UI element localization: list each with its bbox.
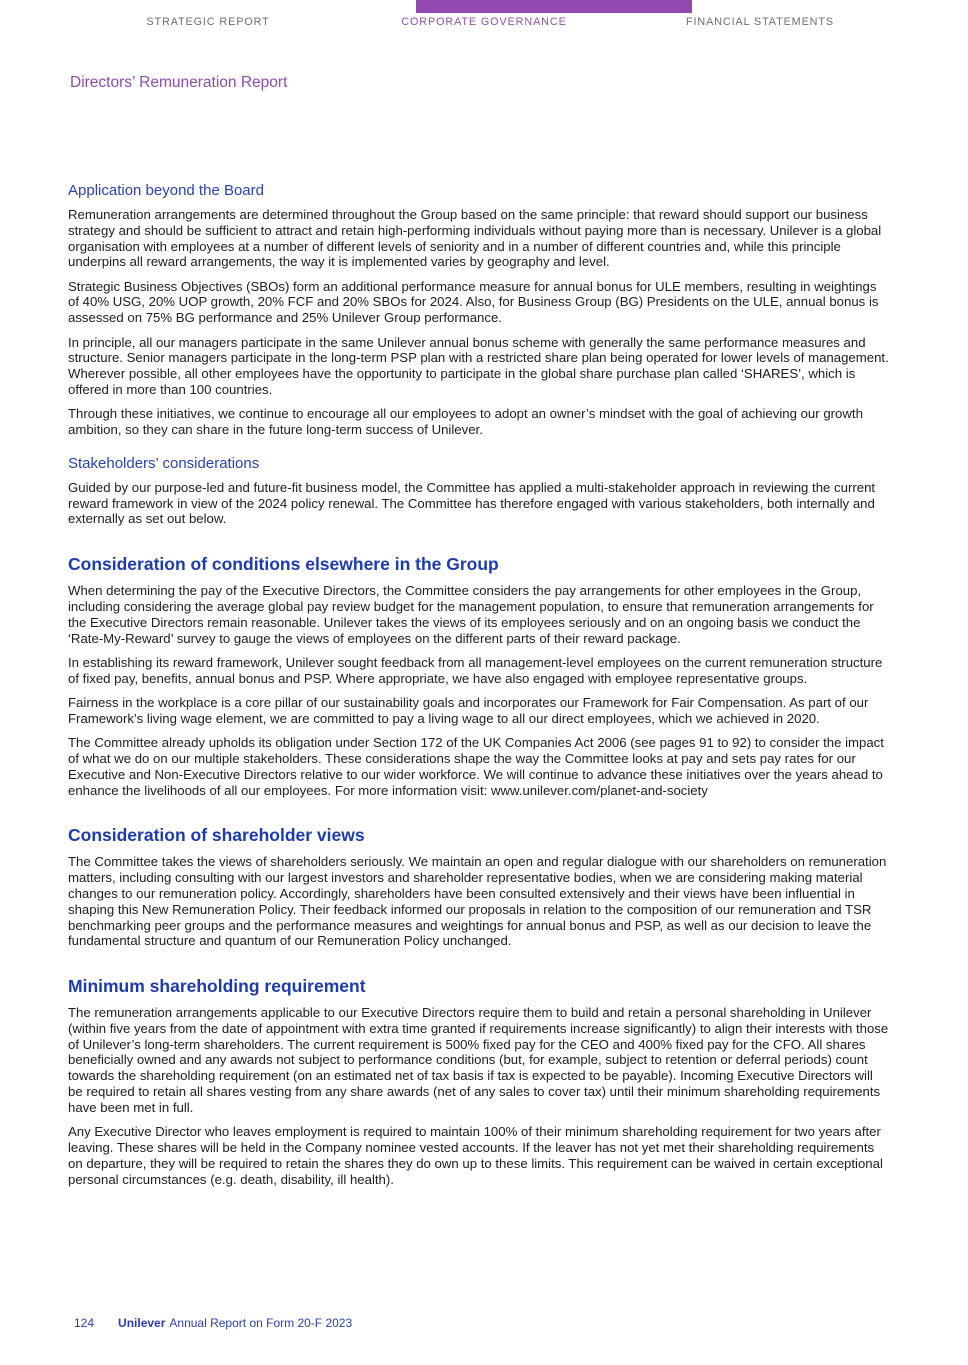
paragraph: Any Executive Director who leaves employment is required to maintain 100% of their minimum shareholding requirement for two years after leaving. These shares will be held in the Company nominee vested accounts. If the leaver has not yet met their shareholding requirements on departure, they will be required to retain the shares they do own up to these limits. This requirement can be waived in certain exceptional personal circumstances (e.g. death, disability, ill health). [68, 1124, 883, 1187]
section-heading: Stakeholders’ considerations [68, 454, 260, 472]
paragraph: Through these initiatives, we continue to encourage all our employees to adopt an owner’s mindset with the goal of achieving our growth ambition, so they can share in the future long-term success of Unilever. [68, 406, 863, 438]
active-tab-indicator [416, 0, 692, 13]
top-nav [70, 0, 898, 28]
section-application-beyond-the-board [68, 182, 890, 438]
paragraph: Strategic Business Objectives (SBOs) form an additional performance measure for annual bonus for ULE members, resulting in weightings of 40% USG, 20% UOP growth, 20% FCF and 20% SBOs for 2024. Also, for Business Group (BG) Presidents on the ULE, annual bonus is assessed on 75% BG performance and 25% Unilever Group performance. [68, 278, 879, 326]
paragraph: In principle, all our managers participate in the same Unilever annual bonus scheme with generally the same performance measures and structure. Senior managers participate in the long-term PSP plan with a restricted share plan being operated for lower levels of management. Wherever possible, all other employees have the opportunity to participate in the global share purchase plan called ‘SHARES’, which is offered in more than 100 countries. [68, 334, 889, 397]
paragraph: The Committee takes the views of shareholders seriously. We maintain an open and regular dialogue with our shareholders on remuneration matters, including consulting with our largest investors and shareholder representative bodies, when we are considering making material changes to our remuneration policy. Accordingly, shareholders have been consulted extensively and their views have been influential in shaping this New Remuneration Policy. Their feedback informed our proposals in relation to the composition of our remuneration and TSR benchmarking peer groups and the performance measures and weightings for annual bonus and PSP, as well as our decision to leave the fundamental structure and quantum of our Remuneration Policy unchanged. [68, 854, 887, 949]
section-shareholder-views [68, 825, 890, 949]
main-content [68, 182, 890, 1187]
paragraph: Fairness in the workplace is a core pillar of our sustainability goals and incorporates our Framework for Fair Compensation. As part of our Framework’s living wage element, we are committed to pay a living wage to all our direct employees, which we achieved in 2020. [68, 695, 869, 726]
paragraph: Guided by our purpose-led and future-fit business model, the Committee has applied a multi-stakeholder approach in reviewing the current reward framework in view of the 2024 policy renewal. The Committee has therefore engaged with various stakeholders, both internally and externally as set out below. [68, 479, 876, 527]
nav-tab-strategic-report[interactable]: STRATEGIC REPORT [146, 16, 270, 28]
footer-report-title: Annual Report on Form 20-F 2023 [169, 1316, 353, 1330]
nav-tab-financial-statements[interactable]: FINANCIAL STATEMENTS [686, 16, 834, 28]
paragraph: The Committee already upholds its obligation under Section 172 of the UK Companies Act 2006 (see pages 91 to 92) to consider the impact of what we do on our multiple stakeholders. These considerations shape the way the Committee looks at pay and sets pay rates for our Executive and Non-Executive Directors relative to our wider workforce. We will continue to advance these initiatives over the years ahead to enhance the livelihoods of all our employees. For more information visit: www.unilever.com/planet-and-society [68, 735, 884, 798]
section-heading: Consideration of shareholder views [68, 825, 365, 846]
page-number: 124 [74, 1316, 95, 1330]
paragraph: Remuneration arrangements are determined throughout the Group based on the same principle: that reward should support our business strategy and should be sufficient to attract and retain high-performing individuals without paying more than is necessary. Unilever is a global organisation with employees at a number of different levels of seniority and in a number of different countries and, while this principle underpins all reward arrangements, the way it is implemented varies by geography and level. [68, 207, 882, 270]
section-heading: Application beyond the Board [68, 182, 264, 199]
page-footer [74, 1316, 352, 1330]
paragraph: In establishing its reward framework, Unilever sought feedback from all management-level employees on the current remuneration structure of fixed pay, benefits, annual bonus and PSP. Where appropriate, we have also engaged with employee representative groups. [68, 654, 883, 686]
nav-tab-corporate-governance[interactable]: CORPORATE GOVERNANCE [401, 16, 567, 28]
section-heading: Minimum shareholding requirement [68, 976, 366, 997]
paragraph: When determining the pay of the Executive Directors, the Committee considers the pay arrangements for other employees in the Group, including considering the average global pay review budget for the management population, to ensure that remuneration arrangements for the Executive Directors remain reasonable. Unilever takes the views of its employees seriously and on an ongoing basis we conduct the ‘Rate-My-Reward’ survey to gauge the views of employees on the different parts of their reward package. [68, 583, 874, 646]
section-stakeholders-considerations [68, 455, 890, 527]
page-title: Directors’ Remuneration Report [70, 74, 288, 91]
section-minimum-shareholding-requirement [68, 976, 890, 1187]
section-heading: Consideration of conditions elsewhere in the Group [68, 554, 499, 575]
section-conditions-elsewhere-in-group [68, 554, 890, 798]
paragraph: The remuneration arrangements applicable to our Executive Directors require them to build and retain a personal shareholding in Unilever (within five years from the date of appointment with extra time granted if requirements increase significantly) to align their interests with those of Unilever’s long-term shareholders. The current requirement is 500% fixed pay for the CEO and 400% fixed pay for the CFO. All shares beneficially owned and any awards not subject to performance conditions (but, for example, subject to retention or deferral periods) count towards the shareholding requirement (on an estimated net of tax basis if tax is expected to be payable). Incoming Executive Directors will be required to retain all shares vesting from any share awards (net of any sales to cover tax) until their minimum shareholding requirements have been met in full. [68, 1005, 889, 1115]
footer-brand: Unilever [118, 1316, 166, 1330]
